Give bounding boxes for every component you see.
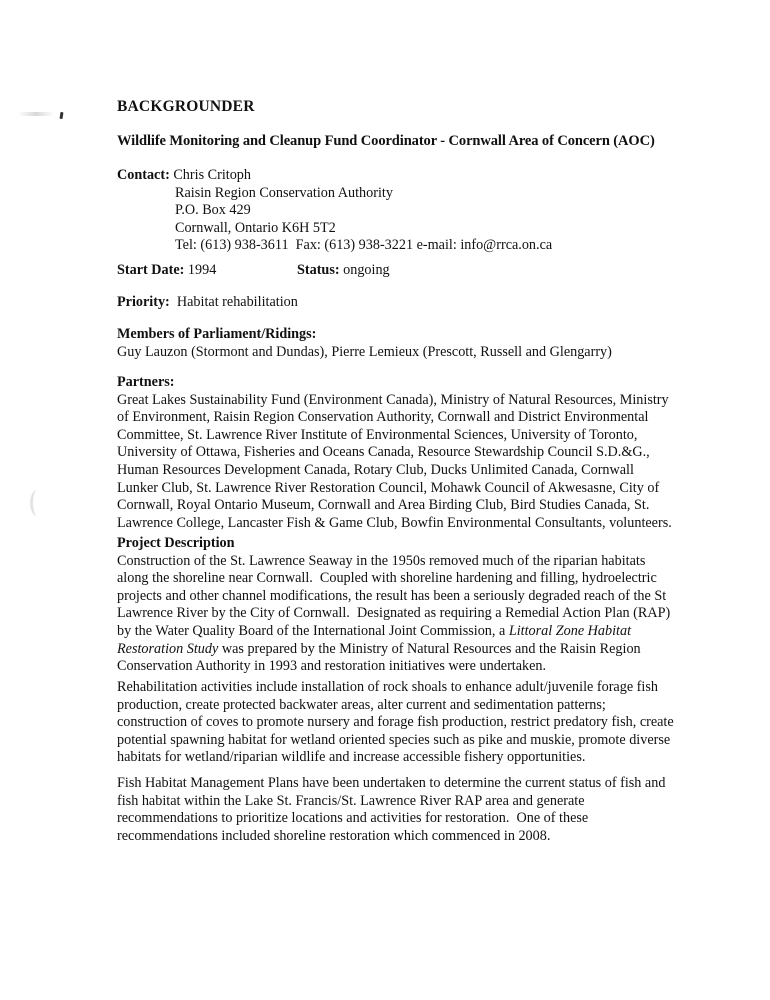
paragraph-line: recommendations included shoreline restoration which commenced in 2008. [117,827,551,844]
paragraph-line: fish habitat within the Lake St. Francis/St. Lawrence River RAP area and generate [117,792,585,809]
paragraph-line [117,641,679,659]
priority-value: Habitat rehabilitation [176,294,298,310]
contact-name: Chris Critoph [173,167,251,183]
status [297,262,390,279]
contact-label: Contact: [117,167,170,183]
status-label: Status: [297,262,340,278]
contact-block [117,167,552,255]
start-date-value: 1994 [187,262,217,278]
partners-line: Lunker Club, St. Lawrence River Restoration Council, Mohawk Council of Akwesasne, City of [117,479,660,496]
members-section [117,326,679,361]
partners-line: Cornwall, Royal Ontario Museum, Cornwall and Area Birding Club, Bird Studies Canada, St. [117,497,650,514]
contact-po-box: P.O. Box 429 [175,202,251,219]
paragraph-line: Rehabilitation activities include installation of rock shoals to enhance adult/juvenile forage fish [117,679,658,695]
partners-line: Lawrence College, Lancaster Fish & Game Club, Bowfin Environmental Consultants, volunteers. [117,514,672,531]
rehabilitation-paragraph [117,679,679,767]
partners-line: Human Resources Development Canada, Rotary Club, Ducks Unlimited Canada, Cornwall [117,461,634,478]
paragraph-line: recommendations to prioritize locations and activities for restoration. One of these [117,810,589,827]
project-description-section [117,535,679,676]
partners-label: Partners: [117,374,175,390]
paragraph-text: by the Water Quality Board of the International Joint Commission, a [117,622,509,639]
paragraph-line: habitats for wetland/riparian wildlife and increase accessible fishery opportunities. [117,749,586,766]
paragraph-line: projects and other channel modifications, the result has been a seriously degraded reach of the St [117,587,667,604]
paragraph-line: Conservation Authority in 1993 and restoration initiatives were undertaken. [117,658,547,675]
scan-smudge [30,490,45,516]
paragraph-line: construction of coves to promote nursery and forage fish production, restrict predatory fish, create [117,714,674,731]
contact-name-row [117,167,552,185]
partners-line: University of Ottawa, Fisheries and Oceans Canada, Resource Stewardship Council S.D.&G., [117,444,650,461]
document-subtitle: Wildlife Monitoring and Cleanup Fund Coordinator - Cornwall Area of Concern (AOC) [117,133,655,149]
paragraph-line: along the shoreline near Cornwall. Coupled with shoreline hardening and filling, hydroelectric [117,570,657,587]
paragraph-text: was prepared by the Ministry of Natural Resources and the Raisin Region [218,640,641,657]
priority-label: Priority: [117,294,170,310]
start-date-label: Start Date: [117,262,185,278]
status-value: ongoing [343,262,390,278]
study-title-italic: Restoration Study [117,640,219,657]
management-plans-paragraph [117,775,679,845]
paragraph-line: potential spawning habitat for wetland oriented species such as pike and muskie, promote diverse [117,731,671,748]
project-description-label: Project Description [117,535,235,551]
contact-city: Cornwall, Ontario K6H 5T2 [175,219,336,236]
scan-smudge [18,112,54,116]
paragraph-line: Fish Habitat Management Plans have been undertaken to determine the current status of fish and [117,775,666,791]
paragraph-line: production, create protected backwater areas, alter current and sedimentation patterns; [117,696,606,713]
partners-line: of Environment, Raisin Region Conservation Authority, Cornwall and District Environmental [117,409,649,426]
contact-phone-line: Tel: (613) 938-3611 Fax: (613) 938-3221 e-mail: info@rrca.on.ca [175,237,553,254]
paragraph-line: Lawrence River by the City of Cornwall. Designated as requiring a Remedial Action Plan (RAP) [117,605,671,622]
study-title-italic: Littoral Zone Habitat [508,622,632,639]
priority [117,294,298,311]
members-value: Guy Lauzon (Stormont and Dundas), Pierre Lemieux (Prescott, Russell and Glengarry) [117,343,612,360]
paragraph-line [117,623,679,641]
partners-line: Committee, St. Lawrence River Institute of Environmental Sciences, University of Toronto, [117,426,638,443]
start-date [117,262,216,279]
paragraph-line: Construction of the St. Lawrence Seaway in the 1950s removed much of the riparian habitats [117,552,646,569]
partners-line: Great Lakes Sustainability Fund (Environment Canada), Ministry of Natural Resources, Ministry [117,391,669,408]
scan-mark [60,112,64,119]
members-label: Members of Parliament/Ridings: [117,326,317,342]
partners-section [117,374,679,532]
document-heading: BACKGROUNDER [117,98,255,115]
contact-organization: Raisin Region Conservation Authority [175,184,393,201]
